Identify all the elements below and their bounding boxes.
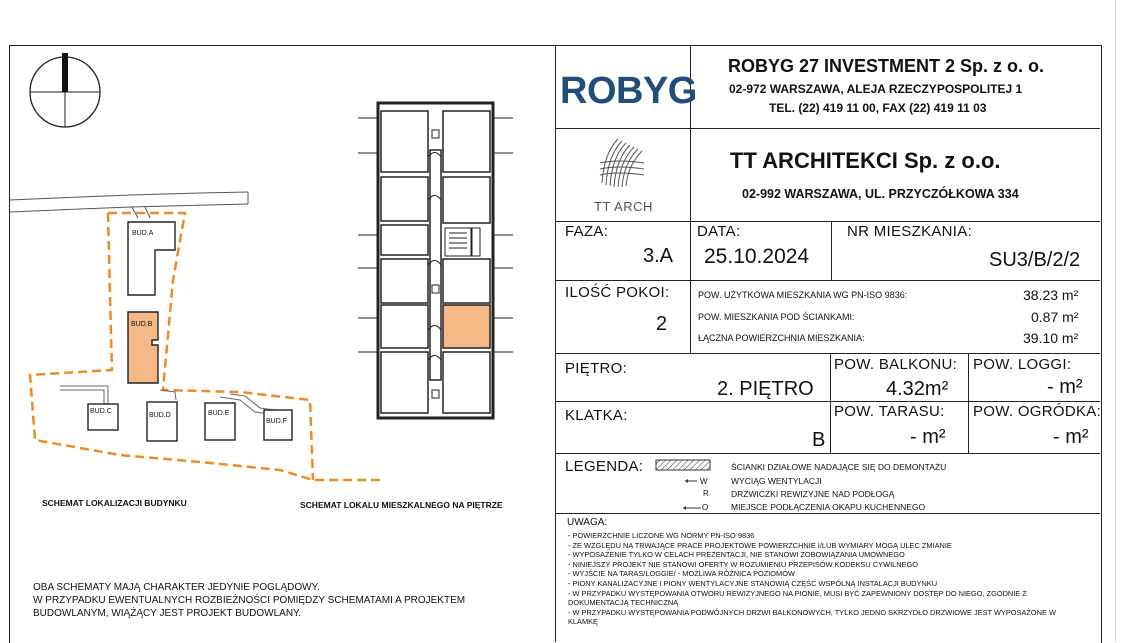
label-bud-a: BUD.A [132,230,154,237]
label-bud-f: BUD.F [266,418,287,425]
building-f [264,410,292,440]
rule-7 [556,513,1100,514]
klatka-value: B [812,429,826,451]
architect-company: TT ARCHITEKCI Sp. z o.o. [730,148,1001,173]
uwaga-line: DOKUMENTACJĄ TECHNICZNĄ [568,598,679,608]
developer-company: ROBYG 27 INVESTMENT 2 Sp. z o. o. [728,56,1045,76]
nr-mieszkania-label: NR MIESZKANIA: [847,223,973,240]
vline-pokoi [690,280,691,353]
developer-address: 02-972 WARSZAWA, ALEJA RZECZYPOSPOLITEJ 1 [729,82,1023,96]
developer-phone: TEL. (22) 419 11 00, FAX (22) 419 11 03 [769,101,987,115]
architect-address: 02-992 WARSZAWA, UL. PRZYCZÓŁKOWA 334 [742,187,1019,201]
klatka-label: KLATKA: [565,407,628,424]
pokoi-value: 2 [656,313,668,335]
rule-2 [556,221,1100,222]
rule-5 [556,401,1100,402]
disclaimer-line-2: W PRZYPADKU EWENTUALNYCH ROZBIEŻNOŚCI POMIĘDZY SCHEMATAMI A PROJEKTEM [33,595,466,606]
legend-symbol-o: O [702,503,709,512]
label-bud-c: BUD.C [90,408,112,415]
ogrodka-label: POW. OGRÓDKA: [973,403,1102,420]
building-d [147,402,177,441]
data-label: DATA: [697,223,741,240]
drawings [0,0,556,642]
north-arrow-icon [30,53,100,127]
disclaimer [33,581,465,620]
uwaga-line: - W PRZYPADKU WYSTĘPOWANIA PODWÓJNYCH DRZWI BALKONOWYCH, TYLKO JEDNO SKRZYDŁO DRZWIOWE JEST WYPOSAŻONE W [568,607,1056,617]
floor-plan [358,103,513,418]
label-bud-d: BUD.D [149,412,171,419]
demolition-wall-icon [656,460,710,470]
faza-label: FAZA: [565,223,609,240]
legend-item-3: DRZWICZKI REWIZYJNE NAD PODŁOGĄ [731,489,895,499]
legend-title: LEGENDA: [565,458,644,475]
loggi-label: POW. LOGGI: [973,356,1072,373]
uwaga-line: - PIONY KANALIZACYJNE I PIONY WENTYLACYJNE STANOWIĄ CZĘŚĆ WSPÓLNĄ INSTALACJI BUDYNKU [568,578,938,588]
taras-label: POW. TARASU: [834,403,945,420]
area-label-2: POW. MIESZKANIA POD ŚCIANKAMI: [698,312,855,322]
area-label-1: POW. UŻYTKOWA MIESZKANIA WG PN-ISO 9836: [698,290,908,300]
tt-arch-logo-text: TT ARCH [594,199,653,214]
data-value: 25.10.2024 [704,245,810,268]
uwaga-line: KLAMKĘ [568,617,598,627]
label-bud-b: BUD.B [131,321,153,328]
label-bud-e: BUD.E [208,410,230,417]
pietro-value: 2. PIĘTRO [717,378,814,400]
balkon-label: POW. BALKONU: [834,356,958,373]
legend-item-1: ŚCIANKI DZIAŁOWE NADAJĄCE SIĘ DO DEMONTAŻU [731,462,947,472]
area-value-2: 0.87 m² [1031,309,1079,325]
uwaga-line: - POWIERZCHNIE LICZONE WG NORMY PN-ISO 9836 [568,531,755,540]
page-edge [1115,0,1116,642]
pietro-label: PIĘTRO: [565,360,628,377]
vline-data [831,221,832,280]
uwaga-title: UWAGA: [567,517,608,528]
area-label-3: ŁĄCZNA POWIERZCHNIA MIESZKANIA: [698,333,865,343]
site-caption: SCHEMAT LOKALIZACJI BUDYNKU [42,498,187,508]
vline-balkon [830,353,831,453]
uwaga-line: - WYPOSAŻENIE TYLKO W CELACH PREZENTACJI, NIE STANOWI ZOBOWIĄZANIA UMOWNEGO [568,550,905,560]
uwaga-line: - WYJŚCIE NA TARAS/LOGGIE/ - MOŻLIWA RÓŻNICA POZIOMÓW [568,569,795,579]
ogrodka-value: - m² [1053,426,1089,448]
rule-4 [556,353,1100,354]
uwaga-list [568,531,1056,627]
loggi-value: - m² [1047,376,1083,398]
balkon-value: 4.32m² [886,378,949,400]
rule-6 [556,453,1100,454]
uwaga-line: - W PRZYPADKU WYSTĘPOWANIA OTWORU REWIZYJNEGO NA PIONIE, MUSI BYĆ ZAPEWNIONY DOSTĘP DO NIEGO, ZGODNIE Z [568,588,1027,598]
taras-value: - m² [910,426,946,448]
building-e [205,403,235,440]
pokoi-label: ILOŚĆ POKOI: [565,284,670,301]
area-value-1: 38.23 m² [1023,287,1079,303]
disclaimer-line-1: OBA SCHEMATY MAJĄ CHARAKTER JEDYNIE POGLĄDOWY. [33,582,320,593]
tt-arch-logo-icon [598,133,646,189]
disclaimer-line-3: BUDOWLANYM, WIĄŻĄCY JEST PROJEKT BUDOWLANY. [33,608,302,619]
uwaga-line: - NINIEJSZY PROJEKT NIE STANOWI OFERTY W ROZUMIENIU PRZEPISÓW KODEKSU CYWILNEGO [568,559,918,569]
uwaga-line: - ZE WZGLĘDU NA TRWAJĄCE PRACE PROJEKTOWE POWIERZCHNIE I/LUB WYMIARY MOGĄ ULEC ZMIANIE [568,540,952,550]
legend-symbol-r: R [703,489,709,498]
legend-item-4: MIEJSCE PODŁĄCZENIA OKAPU KUCHENNEGO [731,502,926,512]
legend-symbol-w: W [700,477,708,486]
area-value-3: 39.10 m² [1023,330,1079,346]
legend-item-2: WYCIĄG WENTYLACJI [731,476,822,486]
rule-1 [556,128,1100,129]
vline-loggi [968,353,969,453]
floor-caption: SCHEMAT LOKALU MIESZKALNEGO NA PIĘTRZE [300,500,503,510]
nr-mieszkania-value: SU3/B/2/2 [989,249,1081,271]
vline-faza [690,221,691,280]
apartment-highlight [443,305,490,348]
robyg-logo: ROBYG [560,70,697,112]
rule-3 [556,280,1100,281]
faza-value: 3.A [643,245,674,267]
